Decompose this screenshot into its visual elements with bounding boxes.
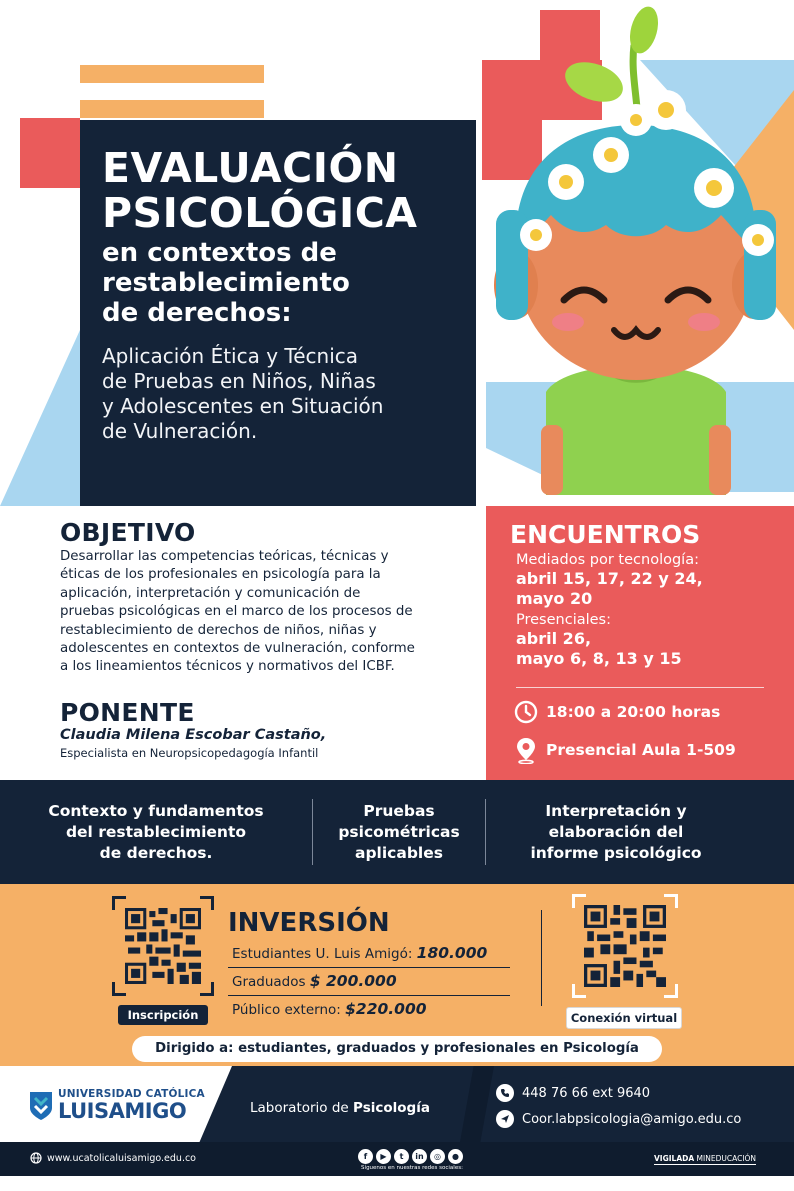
deco-red-square [20,118,80,188]
encuentros-time-row [510,700,774,724]
contact-phone[interactable] [496,1084,650,1102]
child-illustration [486,0,794,500]
objetivo-text [60,548,480,677]
phone-number: 448 76 66 ext 9640 [522,1085,651,1101]
university-logo [28,1086,208,1126]
footer-bar [0,1066,794,1142]
qr-code-icon [125,908,201,984]
objetivo-line: pruebas psicológicas en el marco de los procesos de [60,604,413,620]
social-caption: Síguenos en nuestras redes sociales: [361,1165,463,1171]
contact-email[interactable] [496,1110,741,1128]
hero-title-line2: PSICOLÓGICA [102,189,418,237]
topic-line: Pruebas [363,801,435,820]
linkedin-icon[interactable]: in [412,1149,427,1164]
vigilada-badge [654,1154,756,1165]
university-name-top: UNIVERSIDAD CATÓLICA [58,1088,205,1100]
objetivo-line: a los lineamientos técnicos y normativos del ICBF. [60,659,395,675]
hero-title-line1: EVALUACIÓN [102,144,399,192]
lab-title: Psicología [353,1100,430,1116]
ponente-name: Claudia Milena Escobar Castaño, [60,727,327,743]
hero-title-box [80,120,476,506]
encuentros-divider [516,687,764,688]
hero-desc-line4: de Vulneración. [102,419,258,443]
instagram-icon[interactable]: ◎ [430,1149,445,1164]
qr-virtual-frame[interactable] [572,894,678,998]
mineducacion-label: MINEDUCACIÓN [694,1154,757,1163]
footer-diagonal [460,1066,494,1142]
inversion-section [228,908,510,1023]
university-shield-icon [28,1090,54,1122]
price-label: Público externo: [232,1002,346,1018]
objetivo-line: adolescentes en contextos de vulneración, conforme [60,641,415,657]
flickr-icon[interactable]: ● [448,1149,463,1164]
deco-orange-bar-1 [80,65,264,83]
encuentros-time: 18:00 a 20:00 horas [546,703,721,721]
website-link[interactable] [30,1152,196,1164]
encuentros-label-virtual: Mediados por tecnología: [516,552,699,568]
ponente-title: PONENTE [60,698,195,727]
topic-line: elaboración del [548,822,684,841]
globe-icon [30,1152,42,1164]
objetivo-line: restablecimiento de derechos de niños, niñas y [60,622,377,638]
topic-line: Interpretación y [545,801,687,820]
topics-band [0,780,794,884]
encuentros-place: Presencial Aula 1-509 [546,741,736,759]
topic-line: Contexto y fundamentos [48,801,264,820]
hero-subtitle-line2: restablecimiento [102,268,350,298]
price-row [228,996,510,1023]
email-address: Coor.labpsicologia@amigo.edu.co [522,1111,742,1127]
objetivo-section [60,518,480,677]
twitter-icon[interactable]: t [394,1149,409,1164]
sub-footer [0,1142,794,1176]
price-value: $220.000 [345,1000,427,1018]
price-row [228,940,510,968]
objetivo-line: Desarrollar las competencias teóricas, técnicas y [60,549,389,564]
website-url: www.ucatolicaluisamigo.edu.co [47,1152,196,1164]
lab-prefix: Laboratorio de [250,1100,354,1116]
clock-icon [514,700,538,724]
encuentros-dates-virtual-1: abril 15, 17, 22 y 24, [516,569,703,588]
send-icon [496,1110,514,1128]
location-pin-icon [514,736,538,764]
vigilada-label: VIGILADA [654,1154,695,1163]
hero-subtitle-line3: de derechos: [102,298,292,328]
hero-subtitle-line1: en contextos de [102,238,337,268]
topic-item [486,799,746,865]
encuentros-title: ENCUENTROS [510,520,701,549]
hero-subtitle [102,238,456,328]
deco-blue-triangle-left [0,330,80,506]
lab-name [250,1100,430,1116]
hero-description [102,344,456,444]
encuentros-place-row [510,736,774,764]
topic-line: psicométricas [338,822,460,841]
topic-line: del restablecimiento [65,822,247,841]
qr-inscripcion-frame[interactable] [112,896,214,996]
inversion-title: INVERSIÓN [228,908,390,938]
topic-item [313,799,485,865]
objetivo-line: aplicación, interpretación y comunicación de [60,585,361,601]
price-label: Estudiantes U. Luis Amigó: [232,946,417,962]
social-icons [352,1146,472,1171]
deco-orange-bar-2 [80,100,264,118]
price-value: 180.000 [416,944,488,962]
youtube-icon[interactable]: ▶ [376,1149,391,1164]
price-value: $ 200.000 [309,972,397,990]
topic-line: aplicables [355,843,443,862]
inversion-divider [541,910,542,1006]
topic-line: de derechos. [99,843,213,862]
hero-desc-line1: Aplicación Ética y Técnica [102,344,359,368]
encuentros-dates-virtual-2: mayo 20 [516,589,593,608]
ponente-section [60,698,480,760]
price-label: Graduados [232,974,310,990]
price-row [228,968,510,996]
hero-desc-line2: de Pruebas en Niños, Niñas [102,369,376,393]
facebook-icon[interactable]: f [358,1149,373,1164]
qr-code-icon [584,905,666,987]
qr-virtual-label[interactable]: Conexión virtual [566,1007,682,1029]
objetivo-title: OBJETIVO [60,518,196,547]
encuentros-dates-presencial-1: abril 26, [516,629,592,648]
hero-desc-line3: y Adolescentes en Situación [102,394,384,418]
topic-line: informe psicológico [530,843,702,862]
phone-icon [496,1084,514,1102]
encuentros-label-presencial: Presenciales: [516,612,611,628]
topic-item [0,799,312,865]
qr-inscripcion-label[interactable]: Inscripción [118,1005,208,1025]
ponente-role: Especialista en Neuropsicopedagogía Infantil [60,746,319,760]
dirigido-banner: Dirigido a: estudiantes, graduados y profesionales en Psicología [132,1036,662,1062]
university-name-bottom: LUISAMIGO [58,1099,187,1123]
encuentros-dates-presencial-2: mayo 6, 8, 13 y 15 [516,649,682,668]
objetivo-line: éticas de los profesionales en psicología para la [60,567,381,583]
encuentros-box [486,506,794,780]
hero-title [102,146,456,236]
